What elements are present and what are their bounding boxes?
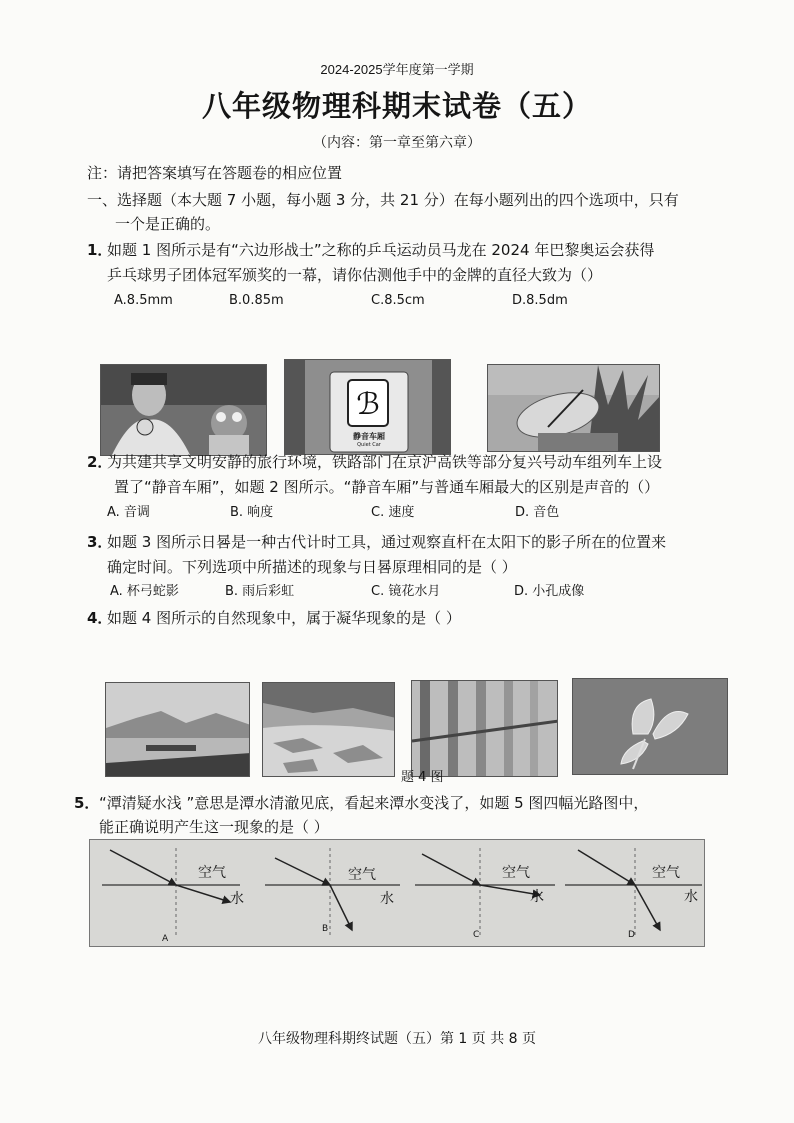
question-5-text-cont: 能正确说明产生这一现象的是（ ） <box>99 818 329 836</box>
figure-2-photo <box>284 359 451 455</box>
question-1-option-c: C.8.5cm <box>371 293 425 308</box>
question-2-text: 为共建共享文明安静的旅行环境，铁路部门在京沪高铁等部分复兴号动车组列车上设 <box>107 453 663 471</box>
figure-4-photo-fog <box>105 682 250 777</box>
panel-a-air-label: 空气 <box>198 865 226 881</box>
question-3-option-d: D. 小孔成像 <box>514 584 585 599</box>
question-2-number: 2． <box>87 453 113 471</box>
question-2-text-cont: 置了“静音车厢”，如题 2 图所示。“静音车厢”与普通车厢最大的区别是声音的（） <box>114 478 660 496</box>
panel-c-air-label: 空气 <box>502 865 530 881</box>
question-1-number: 1． <box>87 241 113 259</box>
panel-d-label: D <box>628 930 635 940</box>
scope-label: （内容：第一章至第六章） <box>313 135 481 151</box>
figure-5-diagrams <box>89 839 705 947</box>
question-1-text-cont: 乒乓球男子团体冠军颁奖的一幕，请你估测他手中的金牌的直径大致为（） <box>107 266 603 284</box>
figure-4-photo-ice <box>262 682 395 777</box>
question-3-option-a: A. 杯弓蛇影 <box>110 584 179 599</box>
question-2-option-b: B. 响度 <box>230 505 274 520</box>
figure-4-photo-frost-leaf <box>572 678 728 775</box>
figure-4-caption: 题 4 图 <box>401 770 444 785</box>
question-1-option-a: A.8.5mm <box>114 293 173 308</box>
question-2-option-c: C. 速度 <box>371 505 415 520</box>
quiet-car-sign-label: 静音车厢 <box>353 432 385 441</box>
question-5-number: 5． <box>74 794 100 812</box>
question-3-text: 如题 3 图所示日晷是一种古代计时工具，通过观察直杆在太阳下的影子所在的位置来 <box>107 533 667 551</box>
panel-b-label: B <box>322 924 329 934</box>
question-3-option-b: B. 雨后彩虹 <box>225 584 295 599</box>
term-label: 2024-2025学年度第一学期 <box>320 62 474 77</box>
panel-d-water-label: 水 <box>684 889 698 905</box>
figure-1-photo <box>100 364 267 456</box>
figure-3-photo <box>487 364 660 452</box>
page-title: 八年级物理科期末试卷（五） <box>201 89 592 123</box>
answer-note: 注：请把答案填写在答题卷的相应位置 <box>87 164 343 182</box>
question-3-option-c: C. 镜花水月 <box>371 584 441 599</box>
panel-c-label: C <box>473 930 480 940</box>
question-2-option-a: A. 音调 <box>107 505 150 520</box>
question-4-text: 如题 4 图所示的自然现象中，属于凝华现象的是（ ） <box>107 609 461 627</box>
section-heading-cont: 一个是正确的。 <box>115 215 221 233</box>
section-heading: 一、选择题（本大题 7 小题，每小题 3 分，共 21 分）在每小题列出的四个选项中，只有 <box>87 191 679 209</box>
panel-d-air-label: 空气 <box>652 865 680 881</box>
question-2-option-d: D. 音色 <box>515 505 560 520</box>
question-1-option-b: B.0.85m <box>229 293 284 308</box>
panel-a-water-label: 水 <box>230 891 244 907</box>
panel-a-label: A <box>162 934 169 944</box>
question-3-text-cont: 确定时间。下列选项中所描述的现象与日晷原理相同的是（ ） <box>107 558 517 576</box>
question-3-number: 3． <box>87 533 113 551</box>
panel-b-water-label: 水 <box>380 891 394 907</box>
question-5-text: “潭清疑水浅 ”意思是潭水清澈见底，看起来潭水变浅了，如题 5 图四幅光路图中， <box>99 794 649 812</box>
question-1-text: 如题 1 图所示是有“六边形战士”之称的乒乓运动员马龙在 2024 年巴黎奥运会获得 <box>107 241 655 259</box>
question-4-number: 4． <box>87 609 113 627</box>
page-footer: 八年级物理科期终试题（五）第 1 页 共 8 页 <box>257 1031 537 1047</box>
panel-b-air-label: 空气 <box>348 867 376 883</box>
panel-c-water-label: 水 <box>530 889 544 905</box>
question-1-option-d: D.8.5dm <box>512 293 568 308</box>
figure-4-photo-frost-fence <box>411 680 558 777</box>
svg-text:ℬ: ℬ <box>356 387 380 422</box>
quiet-car-sign-en: Quiet Car <box>357 442 381 448</box>
